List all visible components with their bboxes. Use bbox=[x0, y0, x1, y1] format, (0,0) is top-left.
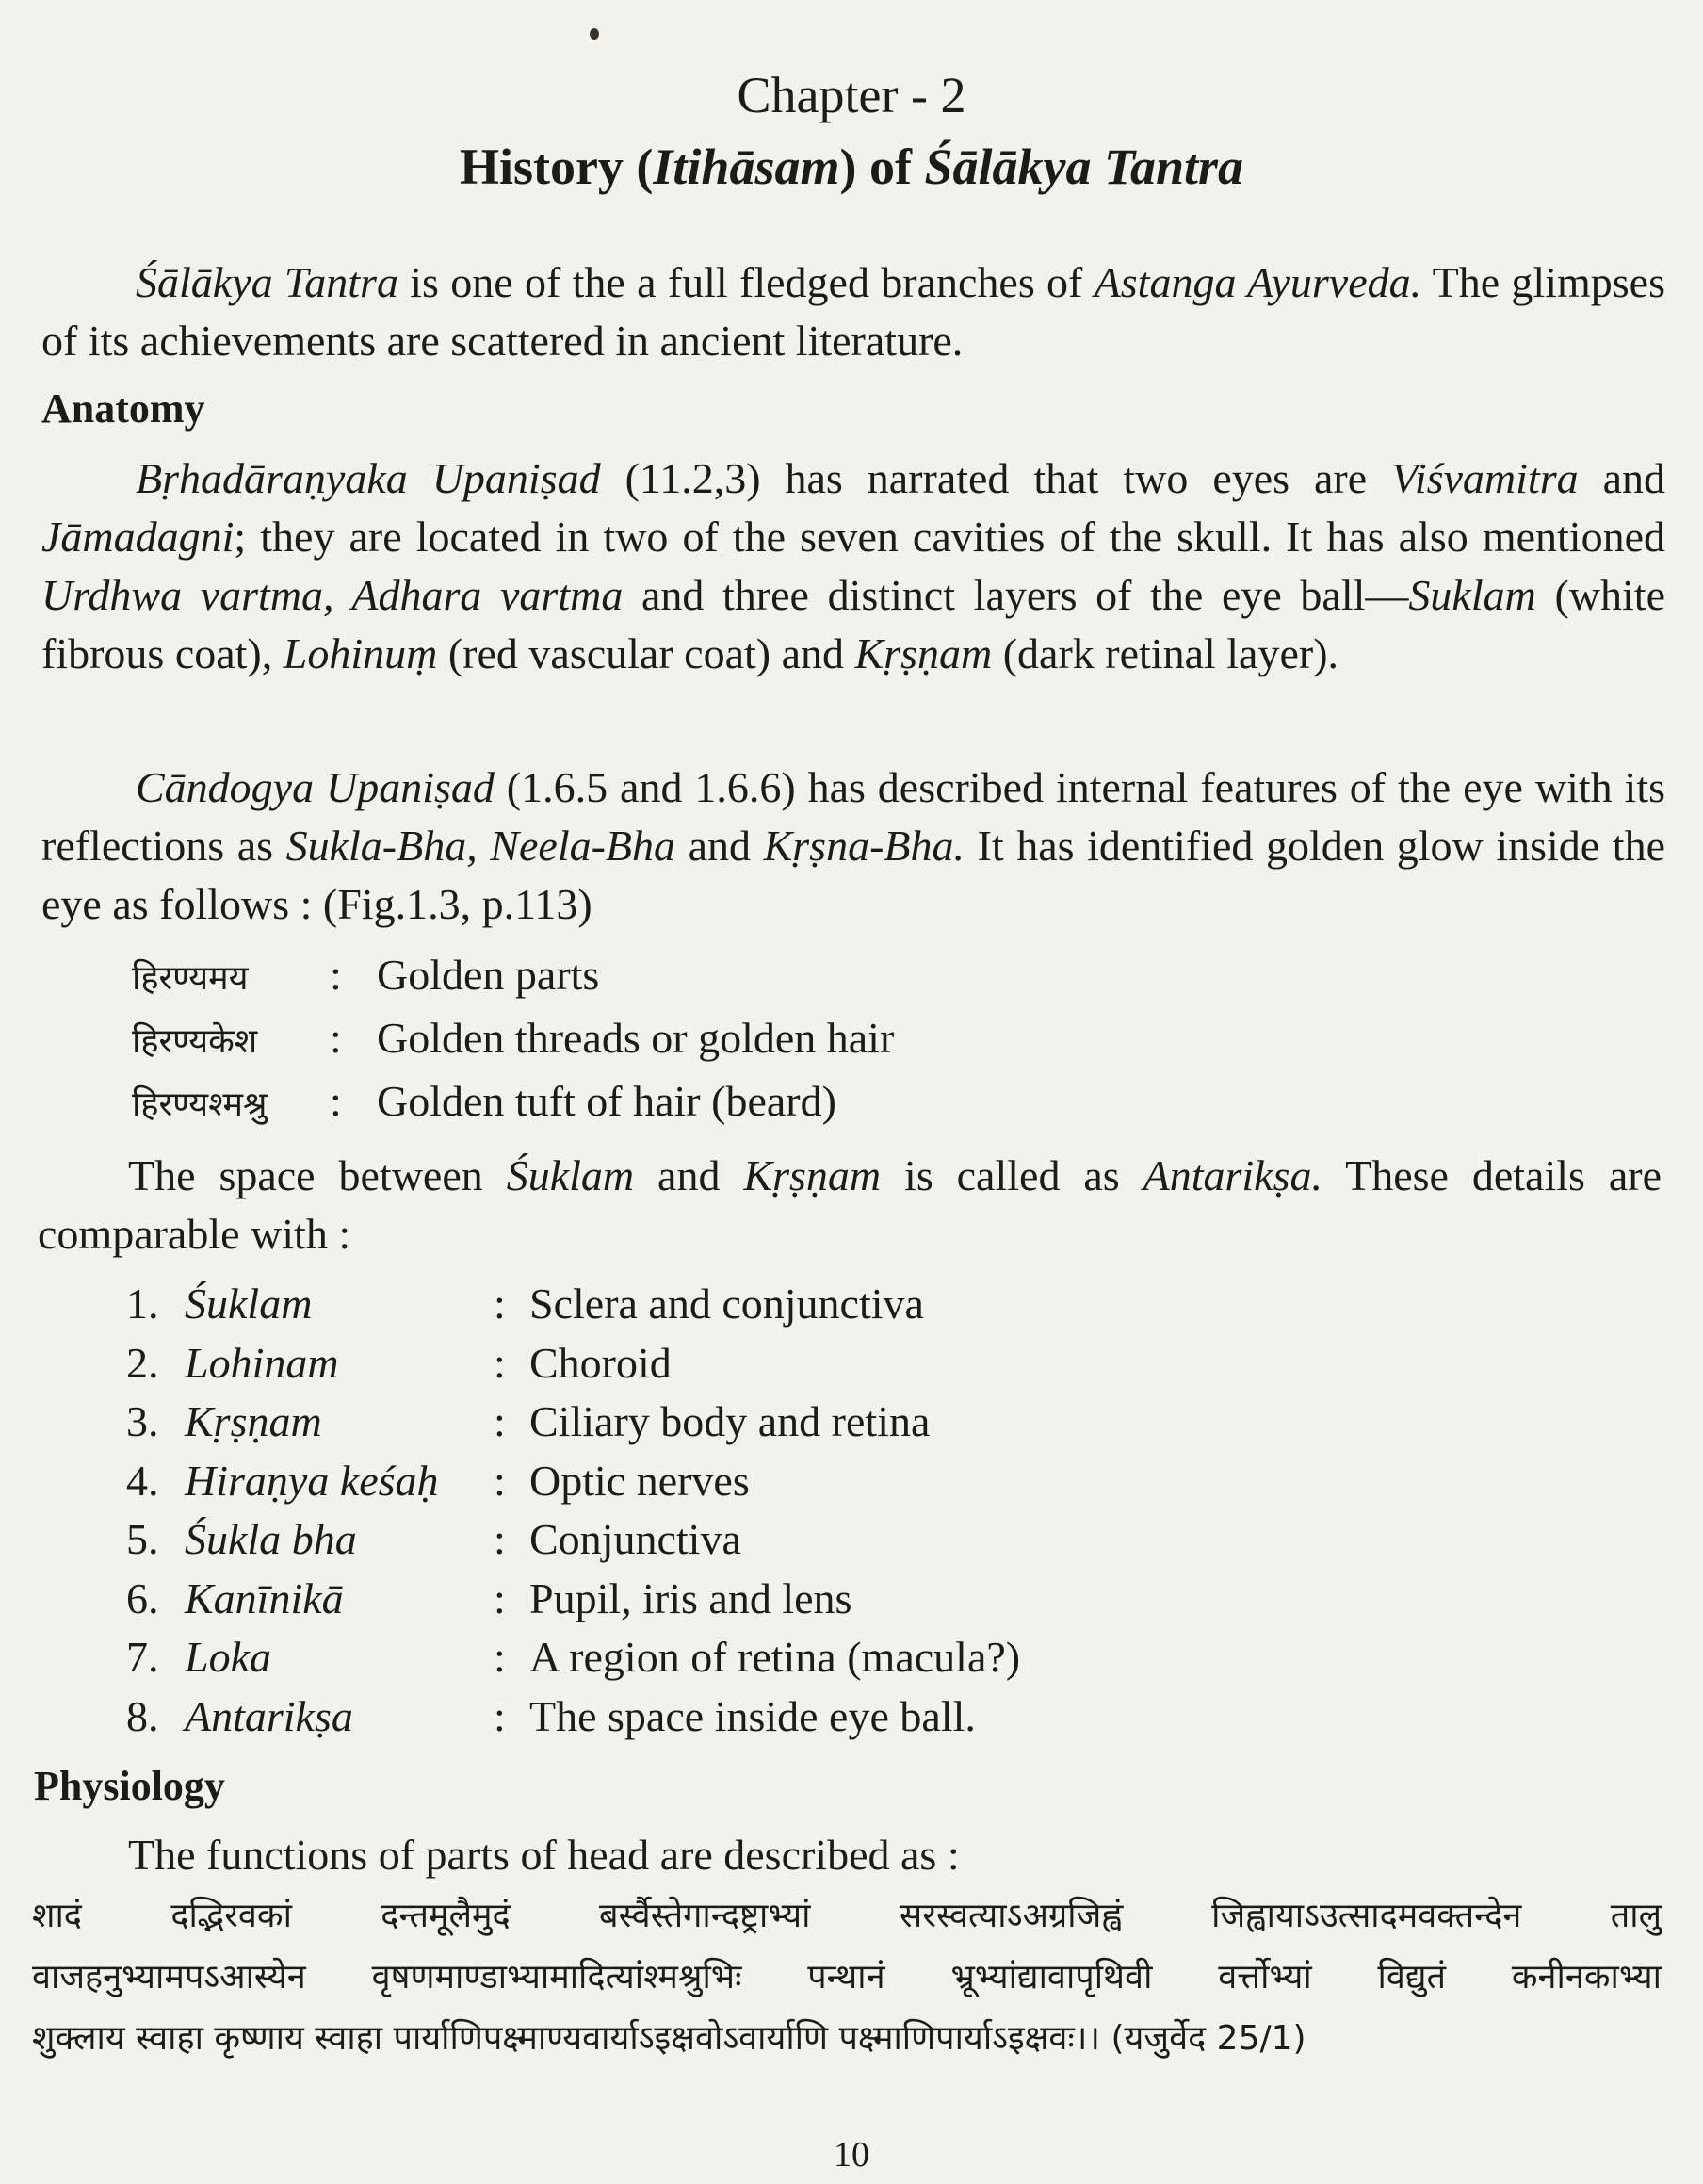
physiology-intro: The functions of parts of head are described as : bbox=[128, 1831, 960, 1879]
text-run: The space between bbox=[128, 1151, 507, 1199]
item-number: 4. bbox=[126, 1457, 159, 1505]
term-meaning: The space inside eye ball. bbox=[529, 1692, 976, 1740]
text-run: It has identified golden glow inside the eye as follows : (Fig.1.3, p.113) bbox=[41, 822, 1666, 928]
term-meaning: Conjunctiva bbox=[529, 1515, 741, 1563]
eye-term: Antarikṣa bbox=[185, 1692, 353, 1740]
text-run: The glimpses of its achievements are scattered in ancient literature. bbox=[41, 258, 1665, 365]
separator: : bbox=[494, 1339, 506, 1387]
title-middle: ) of bbox=[839, 139, 925, 195]
eye-term: Loka bbox=[185, 1633, 271, 1681]
italic-term: Bṛhadāraṇyaka Upaniṣad bbox=[136, 454, 601, 502]
italic-term: Astanga Ayurveda. bbox=[1094, 258, 1422, 306]
italic-term: Viśvamitra bbox=[1391, 454, 1579, 502]
item-number: 6. bbox=[126, 1574, 159, 1622]
italic-term: Śuklam bbox=[506, 1151, 635, 1199]
text-run: and bbox=[1578, 454, 1665, 502]
title-itihasam: Itihāsam bbox=[653, 139, 840, 195]
text-run: (1.6.5 and 1.6.6) has described internal features of the eye with its reflections as bbox=[41, 763, 1666, 870]
separator: : bbox=[494, 1397, 506, 1445]
verse-line: शादं दद्भिरवकां दन्तमूलैमुदं बर्स्वैस्तेगान्दष्ट्राभ्यां सरस्वत्याऽअग्रजिह्वं जिह्वायाऽउत्सादमवक्तन्देन तालु bbox=[32, 1897, 1662, 1935]
separator: : bbox=[494, 1279, 506, 1328]
italic-term: Urdhwa vartma, Adhara vartma bbox=[41, 571, 624, 619]
anatomy-paragraph-1 bbox=[41, 449, 1665, 683]
eye-term: Lohinam bbox=[185, 1339, 339, 1387]
term-meaning: Ciliary body and retina bbox=[529, 1397, 931, 1445]
chapter-title bbox=[0, 133, 1703, 201]
gloss-row bbox=[132, 1071, 836, 1135]
list-item bbox=[126, 1334, 672, 1393]
term-meaning: Optic nerves bbox=[529, 1457, 750, 1505]
item-number: 3. bbox=[126, 1397, 159, 1445]
sanskrit-term: हिरण्यमय bbox=[132, 959, 249, 998]
list-item bbox=[126, 1687, 976, 1746]
term-meaning: Pupil, iris and lens bbox=[529, 1574, 852, 1622]
italic-term: Jāmadagni bbox=[41, 513, 235, 561]
separator: : bbox=[494, 1692, 506, 1740]
text-run: (red vascular coat) and bbox=[437, 629, 855, 677]
gloss-row bbox=[132, 945, 599, 1009]
text-run: These details are comparable with : bbox=[38, 1151, 1662, 1258]
sanskrit-term: हिरण्यश्मश्रु bbox=[132, 1085, 268, 1124]
eye-term: Śukla bha bbox=[185, 1515, 357, 1563]
italic-term: Sukla-Bha, Neela-Bha bbox=[285, 822, 676, 870]
space-paragraph bbox=[38, 1147, 1662, 1263]
italic-term: Antarikṣa. bbox=[1143, 1151, 1323, 1199]
page-number: 10 bbox=[834, 2135, 869, 2175]
item-number: 8. bbox=[126, 1692, 159, 1740]
separator: : bbox=[330, 951, 342, 999]
separator: : bbox=[494, 1633, 506, 1681]
item-number: 5. bbox=[126, 1515, 159, 1563]
title-salakya-tantra: Śālākya Tantra bbox=[924, 139, 1244, 195]
italic-term: Kṛṣna-Bha. bbox=[763, 822, 965, 870]
gloss-meaning: Golden parts bbox=[377, 951, 600, 999]
term-meaning: A region of retina (macula?) bbox=[529, 1633, 1021, 1681]
ink-speck bbox=[590, 28, 599, 40]
term-meaning: Choroid bbox=[529, 1339, 672, 1387]
item-number: 7. bbox=[126, 1633, 159, 1681]
italic-term: Lohinuṃ bbox=[283, 629, 438, 677]
verse-line: शुक्लाय स्वाहा कृष्णाय स्वाहा पार्याणिपक्ष्माण्यवार्याऽइक्षवोऽवार्याणि पक्ष्माणिपार्याऽइक्षवः।। (यजुर्वेद 25/1) bbox=[32, 2019, 1306, 2058]
text-run: (11.2,3) has narrated that two eyes are bbox=[600, 454, 1392, 502]
separator: : bbox=[494, 1515, 506, 1563]
anatomy-heading: Anatomy bbox=[41, 385, 205, 432]
verse-line: वाजहनुभ्यामपऽआस्येन वृषणमाण्डाभ्यामादित्यांश्मश्रुभिः पन्थानं भ्रूभ्यांद्यावापृथिवी वर्त्तोभ्यां विद्युतं कनीनकाभ्या bbox=[32, 1958, 1662, 1997]
gloss-meaning: Golden tuft of hair (beard) bbox=[377, 1077, 836, 1125]
list-item bbox=[126, 1452, 750, 1510]
eye-term: Kanīnikā bbox=[185, 1574, 344, 1622]
separator: : bbox=[330, 1077, 342, 1125]
eye-term: Śuklam bbox=[185, 1279, 313, 1328]
gloss-meaning: Golden threads or golden hair bbox=[377, 1014, 895, 1062]
title-prefix: History ( bbox=[459, 139, 654, 195]
list-item bbox=[126, 1510, 741, 1569]
eye-term: Hiraṇya keśaḥ bbox=[185, 1457, 439, 1505]
text-run: is called as bbox=[881, 1151, 1143, 1199]
item-number: 2. bbox=[126, 1339, 159, 1387]
list-item bbox=[126, 1393, 930, 1451]
list-item bbox=[126, 1628, 1020, 1687]
italic-term: Kṛṣṇam bbox=[854, 629, 993, 677]
italic-term: Kṛṣṇam bbox=[743, 1151, 882, 1199]
text-run: and bbox=[634, 1151, 744, 1199]
gloss-row bbox=[132, 1008, 894, 1072]
text-run: and bbox=[675, 822, 764, 870]
text-run: ; they are located in two of the seven cavities of the skull. It has also mentioned bbox=[234, 513, 1665, 561]
text-run: (white fibrous coat), bbox=[41, 571, 1666, 677]
list-item bbox=[126, 1570, 852, 1628]
chapter-label: Chapter - 2 bbox=[737, 67, 966, 123]
term-meaning: Sclera and conjunctiva bbox=[529, 1279, 924, 1328]
anatomy-paragraph-2 bbox=[41, 758, 1665, 934]
text-run: is one of the a full fledged branches of bbox=[397, 258, 1095, 306]
text-run: (dark retinal layer). bbox=[992, 629, 1339, 677]
item-number: 1. bbox=[126, 1279, 159, 1328]
list-item bbox=[126, 1275, 924, 1333]
text-run: and three distinct layers of the eye ball— bbox=[623, 571, 1409, 619]
italic-term: Śālākya Tantra bbox=[136, 258, 398, 306]
sanskrit-term: हिरण्यकेश bbox=[132, 1022, 258, 1061]
separator: : bbox=[494, 1457, 506, 1505]
italic-term: Suklam bbox=[1408, 571, 1536, 619]
eye-term: Kṛṣṇam bbox=[185, 1397, 322, 1445]
intro-paragraph bbox=[41, 253, 1665, 370]
separator: : bbox=[494, 1574, 506, 1622]
italic-term: Cāndogya Upaniṣad bbox=[136, 763, 495, 811]
physiology-heading: Physiology bbox=[34, 1763, 225, 1809]
separator: : bbox=[330, 1014, 342, 1062]
